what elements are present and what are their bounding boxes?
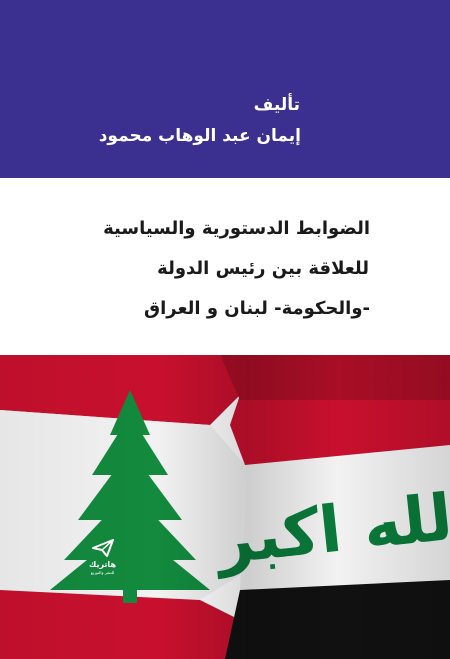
title-line-2: للعلاقة بين رئيس الدولة (157, 258, 369, 279)
paper-plane-icon (91, 538, 115, 558)
author-label: تأليف (253, 95, 300, 115)
flags-artwork (0, 355, 450, 659)
title-line-1: الضوابط الدستورية والسياسية (103, 218, 370, 239)
author-band (0, 0, 450, 178)
author-name: إيمان عبد الوهاب محمود (98, 126, 301, 146)
publisher-name: هاتريك (89, 560, 116, 569)
title-area (0, 178, 450, 355)
title-line-3: -والحكومة- لبنان و العراق (144, 298, 370, 319)
publisher-tagline: للنشر والتوزيع (90, 570, 115, 575)
publisher-logo (80, 538, 125, 576)
